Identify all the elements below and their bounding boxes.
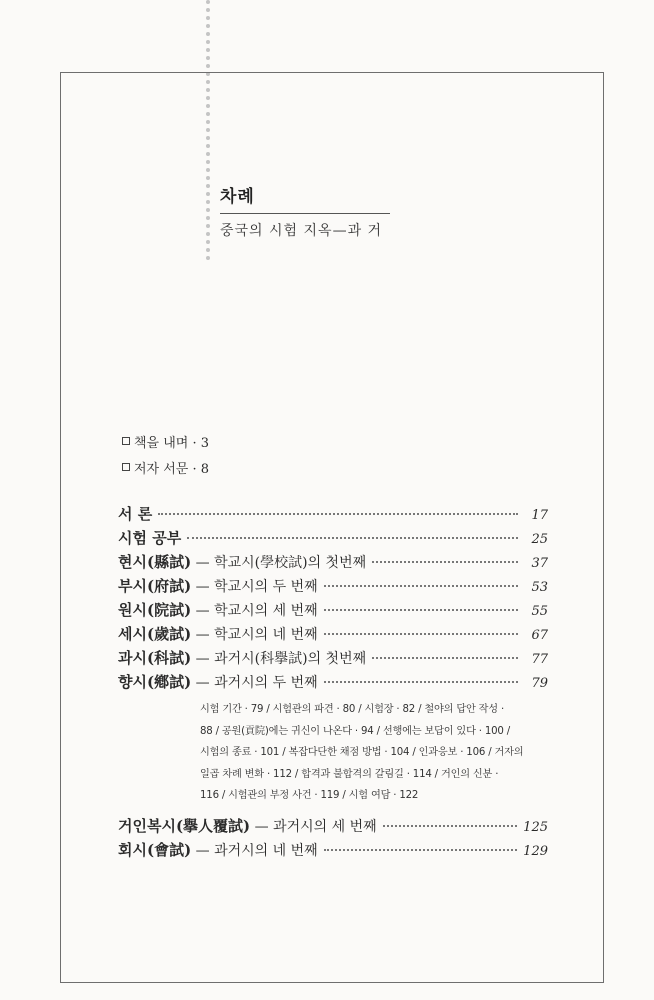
- toc-page-number: 67: [531, 628, 548, 643]
- toc-row[interactable]: [118, 815, 548, 839]
- toc-row[interactable]: [118, 551, 548, 575]
- toc-row[interactable]: [118, 575, 548, 599]
- toc-page-number: 17: [531, 508, 548, 523]
- toc-row[interactable]: [118, 671, 548, 695]
- front-matter-label: 저자 서문 · 8: [134, 461, 210, 477]
- square-bullet-icon: [122, 437, 130, 445]
- dot-leader: [324, 849, 518, 851]
- toc-page-number: 77: [531, 652, 548, 667]
- dot-leader: [187, 537, 518, 539]
- title-underline: [220, 213, 390, 214]
- toc-title: 서 론: [118, 505, 153, 523]
- toc-page-number: 79: [531, 676, 548, 691]
- toc-title: 세시(歲試): [118, 625, 192, 643]
- toc-page-number: 55: [531, 604, 548, 619]
- toc-page-number: 129: [523, 843, 548, 859]
- toc-subtitle: — 학교시의 네 번째: [195, 627, 318, 643]
- title-block: [220, 182, 390, 240]
- toc-row[interactable]: [118, 527, 548, 551]
- toc-title: 회시(會試): [118, 840, 192, 859]
- toc-subtitle: — 과거시의 세 번째: [254, 818, 377, 835]
- front-matter-list: [122, 428, 209, 480]
- toc-subtitle: — 학교시의 세 번째: [195, 603, 318, 619]
- front-matter-label: 책을 내며 · 3: [134, 435, 210, 451]
- dot-leader: [372, 657, 518, 659]
- dot-leader: [158, 513, 518, 515]
- dot-leader: [383, 825, 518, 827]
- toc-page-number: 53: [531, 580, 548, 595]
- table-of-contents: [118, 503, 548, 863]
- toc-page-number: 25: [531, 532, 548, 547]
- toc-title: 시험 공부: [118, 529, 182, 547]
- dot-leader: [324, 609, 518, 611]
- subtopic-line: 시험 기간 · 79 / 시험관의 파견 · 80 / 시험장 · 82 / 철야의 답안 작성 ·: [200, 704, 505, 715]
- toc-row[interactable]: [118, 839, 548, 863]
- toc-page-number: 37: [531, 556, 548, 571]
- toc-subtitle: — 과거시(科擧試)의 첫번째: [195, 651, 367, 667]
- page-subtitle: 중국의 시험 지옥—과 거: [220, 223, 383, 239]
- toc-row[interactable]: [118, 647, 548, 671]
- page-title: 차례: [220, 187, 255, 207]
- subtopic-line: 시험의 종료 · 101 / 복잡다단한 채점 방법 · 104 / 인과응보 · 106 / 거자의: [200, 747, 524, 758]
- toc-subtitle: — 과거시의 두 번째: [195, 675, 318, 691]
- toc-title: 원시(院試): [118, 601, 192, 619]
- dot-leader: [324, 633, 518, 635]
- toc-title: 현시(縣試): [118, 553, 192, 571]
- toc-row[interactable]: [118, 503, 548, 527]
- toc-page-number: 125: [523, 819, 548, 835]
- toc-title: 거인복시(擧人覆試): [118, 816, 251, 835]
- toc-subtitle: — 학교시의 두 번째: [195, 579, 318, 595]
- dot-leader: [324, 585, 518, 587]
- square-bullet-icon: [122, 463, 130, 471]
- subtopic-line: 88 / 공원(貢院)에는 귀신이 나온다 · 94 / 선행에는 보답이 있다 · 100 /: [200, 725, 510, 737]
- front-matter-item[interactable]: [122, 454, 209, 480]
- toc-subtitle: — 학교시(學校試)의 첫번째: [195, 555, 367, 571]
- dot-leader: [324, 681, 518, 683]
- subtopic-list: [200, 699, 548, 807]
- toc-title: 향시(鄕試): [118, 673, 192, 691]
- toc-title: 부시(府試): [118, 577, 192, 595]
- front-matter-item[interactable]: [122, 428, 209, 454]
- dot-leader: [372, 561, 518, 563]
- toc-title: 과시(科試): [118, 649, 192, 667]
- toc-row[interactable]: [118, 599, 548, 623]
- toc-subtitle: — 과거시의 네 번째: [195, 842, 318, 859]
- subtopic-line: 116 / 시험관의 부정 사건 · 119 / 시험 여담 · 122: [200, 790, 419, 801]
- subtopic-line: 일곱 차례 변화 · 112 / 합격과 불합격의 갈림길 · 114 / 거인의 신분 ·: [200, 768, 499, 780]
- toc-row[interactable]: [118, 623, 548, 647]
